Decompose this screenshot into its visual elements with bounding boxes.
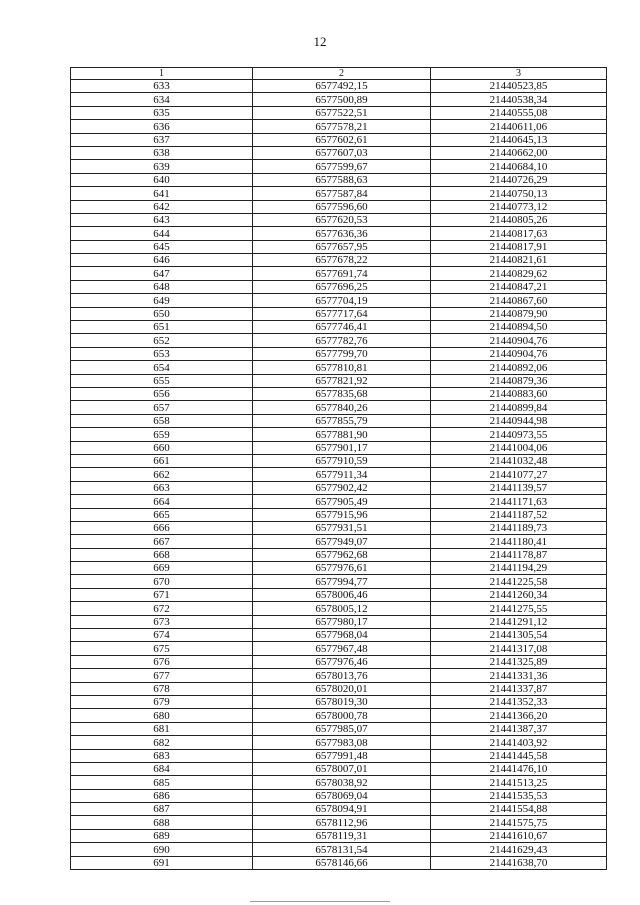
table-row bbox=[71, 548, 607, 561]
table-row bbox=[71, 120, 607, 133]
y-coordinate-cell: 21441638,70 bbox=[431, 856, 607, 869]
y-coordinate-cell: 21441275,55 bbox=[431, 602, 607, 615]
table-row bbox=[71, 495, 607, 508]
table-row bbox=[71, 80, 607, 93]
table-row bbox=[71, 829, 607, 842]
point-number-cell: 646 bbox=[71, 254, 253, 267]
table-row bbox=[71, 588, 607, 601]
x-coordinate-cell: 6577985,07 bbox=[253, 722, 431, 735]
point-number-cell: 661 bbox=[71, 454, 253, 467]
table-row bbox=[71, 321, 607, 334]
point-number-cell: 684 bbox=[71, 762, 253, 775]
table-row bbox=[71, 267, 607, 280]
x-coordinate-cell: 6577620,53 bbox=[253, 213, 431, 226]
y-coordinate-cell: 21440817,63 bbox=[431, 227, 607, 240]
point-number-cell: 637 bbox=[71, 133, 253, 146]
x-coordinate-cell: 6577522,51 bbox=[253, 106, 431, 119]
table-row bbox=[71, 602, 607, 615]
x-coordinate-cell: 6577991,48 bbox=[253, 749, 431, 762]
y-coordinate-cell: 21441291,12 bbox=[431, 615, 607, 628]
y-coordinate-cell: 21441554,88 bbox=[431, 803, 607, 816]
y-coordinate-cell: 21441387,37 bbox=[431, 722, 607, 735]
table-row bbox=[71, 642, 607, 655]
y-coordinate-cell: 21441629,43 bbox=[431, 843, 607, 856]
table-row bbox=[71, 200, 607, 213]
point-number-cell: 657 bbox=[71, 401, 253, 414]
y-coordinate-cell: 21440684,10 bbox=[431, 160, 607, 173]
point-number-cell: 691 bbox=[71, 856, 253, 869]
point-number-cell: 648 bbox=[71, 280, 253, 293]
point-number-cell: 633 bbox=[71, 80, 253, 93]
point-number-cell: 635 bbox=[71, 106, 253, 119]
x-coordinate-cell: 6577678,22 bbox=[253, 254, 431, 267]
y-coordinate-cell: 21441225,58 bbox=[431, 575, 607, 588]
point-number-cell: 676 bbox=[71, 655, 253, 668]
table-row bbox=[71, 615, 607, 628]
point-number-cell: 663 bbox=[71, 481, 253, 494]
table-row bbox=[71, 160, 607, 173]
y-coordinate-cell: 21440662,00 bbox=[431, 146, 607, 159]
point-number-cell: 668 bbox=[71, 548, 253, 561]
y-coordinate-cell: 21440829,62 bbox=[431, 267, 607, 280]
table-row bbox=[71, 762, 607, 775]
y-coordinate-cell: 21441445,58 bbox=[431, 749, 607, 762]
point-number-cell: 675 bbox=[71, 642, 253, 655]
y-coordinate-cell: 21440805,26 bbox=[431, 213, 607, 226]
point-number-cell: 679 bbox=[71, 695, 253, 708]
y-coordinate-cell: 21440944,98 bbox=[431, 414, 607, 427]
y-coordinate-cell: 21440645,13 bbox=[431, 133, 607, 146]
x-coordinate-cell: 6577696,25 bbox=[253, 280, 431, 293]
table-row bbox=[71, 856, 607, 869]
x-coordinate-cell: 6578000,78 bbox=[253, 709, 431, 722]
x-coordinate-cell: 6577901,17 bbox=[253, 441, 431, 454]
table-row bbox=[71, 187, 607, 200]
x-coordinate-cell: 6577607,03 bbox=[253, 146, 431, 159]
x-coordinate-cell: 6577821,92 bbox=[253, 374, 431, 387]
x-coordinate-cell: 6577840,26 bbox=[253, 401, 431, 414]
table-row bbox=[71, 334, 607, 347]
y-coordinate-cell: 21441352,33 bbox=[431, 695, 607, 708]
table-row bbox=[71, 227, 607, 240]
point-number-cell: 656 bbox=[71, 387, 253, 400]
x-coordinate-cell: 6577968,04 bbox=[253, 629, 431, 642]
point-number-cell: 659 bbox=[71, 428, 253, 441]
point-number-cell: 670 bbox=[71, 575, 253, 588]
x-coordinate-cell: 6578112,96 bbox=[253, 816, 431, 829]
point-number-cell: 678 bbox=[71, 682, 253, 695]
point-number-cell: 652 bbox=[71, 334, 253, 347]
y-coordinate-cell: 21441317,08 bbox=[431, 642, 607, 655]
table-row bbox=[71, 133, 607, 146]
table-row bbox=[71, 294, 607, 307]
y-coordinate-cell: 21440847,21 bbox=[431, 280, 607, 293]
table-row bbox=[71, 173, 607, 186]
page-number: 12 bbox=[313, 34, 327, 49]
y-coordinate-cell: 21440883,60 bbox=[431, 387, 607, 400]
table-row bbox=[71, 695, 607, 708]
point-number-cell: 671 bbox=[71, 588, 253, 601]
y-coordinate-cell: 21440821,61 bbox=[431, 254, 607, 267]
y-coordinate-cell: 21440867,60 bbox=[431, 294, 607, 307]
table-row bbox=[71, 213, 607, 226]
x-coordinate-cell: 6577602,61 bbox=[253, 133, 431, 146]
point-number-cell: 688 bbox=[71, 816, 253, 829]
y-coordinate-cell: 21440538,34 bbox=[431, 93, 607, 106]
y-coordinate-cell: 21441337,87 bbox=[431, 682, 607, 695]
x-coordinate-cell: 6578007,01 bbox=[253, 762, 431, 775]
table-row bbox=[71, 682, 607, 695]
point-number-cell: 649 bbox=[71, 294, 253, 307]
x-coordinate-cell: 6577905,49 bbox=[253, 495, 431, 508]
table-row bbox=[71, 776, 607, 789]
table-header-row bbox=[71, 68, 607, 80]
y-coordinate-cell: 21440879,36 bbox=[431, 374, 607, 387]
x-coordinate-cell: 6578119,31 bbox=[253, 829, 431, 842]
x-coordinate-cell: 6577691,74 bbox=[253, 267, 431, 280]
point-number-cell: 667 bbox=[71, 535, 253, 548]
point-number-cell: 638 bbox=[71, 146, 253, 159]
point-number-cell: 687 bbox=[71, 803, 253, 816]
point-number-cell: 673 bbox=[71, 615, 253, 628]
coordinates-table bbox=[70, 67, 607, 870]
table-body bbox=[71, 80, 607, 870]
column-header-3: 3 bbox=[431, 68, 607, 80]
point-number-cell: 685 bbox=[71, 776, 253, 789]
point-number-cell: 640 bbox=[71, 173, 253, 186]
table-row bbox=[71, 709, 607, 722]
x-coordinate-cell: 6577782,76 bbox=[253, 334, 431, 347]
table-row bbox=[71, 307, 607, 320]
x-coordinate-cell: 6577962,68 bbox=[253, 548, 431, 561]
point-number-cell: 645 bbox=[71, 240, 253, 253]
table-row bbox=[71, 387, 607, 400]
y-coordinate-cell: 21440899,84 bbox=[431, 401, 607, 414]
table-row bbox=[71, 629, 607, 642]
x-coordinate-cell: 6577657,95 bbox=[253, 240, 431, 253]
y-coordinate-cell: 21440904,76 bbox=[431, 347, 607, 360]
x-coordinate-cell: 6577717,64 bbox=[253, 307, 431, 320]
point-number-cell: 642 bbox=[71, 200, 253, 213]
y-coordinate-cell: 21441180,41 bbox=[431, 535, 607, 548]
table-row bbox=[71, 508, 607, 521]
y-coordinate-cell: 21440892,06 bbox=[431, 361, 607, 374]
y-coordinate-cell: 21440817,91 bbox=[431, 240, 607, 253]
table-row bbox=[71, 454, 607, 467]
point-number-cell: 643 bbox=[71, 213, 253, 226]
x-coordinate-cell: 6578006,46 bbox=[253, 588, 431, 601]
table-row bbox=[71, 401, 607, 414]
point-number-cell: 647 bbox=[71, 267, 253, 280]
y-coordinate-cell: 21440773,12 bbox=[431, 200, 607, 213]
table-row bbox=[71, 347, 607, 360]
x-coordinate-cell: 6577915,96 bbox=[253, 508, 431, 521]
y-coordinate-cell: 21441305,54 bbox=[431, 629, 607, 642]
point-number-cell: 664 bbox=[71, 495, 253, 508]
x-coordinate-cell: 6577704,19 bbox=[253, 294, 431, 307]
x-coordinate-cell: 6577881,90 bbox=[253, 428, 431, 441]
table-row bbox=[71, 843, 607, 856]
x-coordinate-cell: 6578094,91 bbox=[253, 803, 431, 816]
point-number-cell: 689 bbox=[71, 829, 253, 842]
x-coordinate-cell: 6577931,51 bbox=[253, 521, 431, 534]
point-number-cell: 634 bbox=[71, 93, 253, 106]
x-coordinate-cell: 6577976,61 bbox=[253, 562, 431, 575]
table-row bbox=[71, 414, 607, 427]
table-row bbox=[71, 361, 607, 374]
table-row bbox=[71, 655, 607, 668]
table-row bbox=[71, 106, 607, 119]
table-row bbox=[71, 146, 607, 159]
column-header-1: 1 bbox=[71, 68, 253, 80]
point-number-cell: 660 bbox=[71, 441, 253, 454]
table-row bbox=[71, 722, 607, 735]
y-coordinate-cell: 21440904,76 bbox=[431, 334, 607, 347]
y-coordinate-cell: 21440611,06 bbox=[431, 120, 607, 133]
x-coordinate-cell: 6578005,12 bbox=[253, 602, 431, 615]
y-coordinate-cell: 21441403,92 bbox=[431, 736, 607, 749]
x-coordinate-cell: 6577994,77 bbox=[253, 575, 431, 588]
y-coordinate-cell: 21441139,57 bbox=[431, 481, 607, 494]
table-row bbox=[71, 441, 607, 454]
point-number-cell: 681 bbox=[71, 722, 253, 735]
x-coordinate-cell: 6577500,89 bbox=[253, 93, 431, 106]
x-coordinate-cell: 6578069,04 bbox=[253, 789, 431, 802]
x-coordinate-cell: 6577902,42 bbox=[253, 481, 431, 494]
point-number-cell: 644 bbox=[71, 227, 253, 240]
point-number-cell: 677 bbox=[71, 669, 253, 682]
column-header-2: 2 bbox=[253, 68, 431, 80]
y-coordinate-cell: 21440726,29 bbox=[431, 173, 607, 186]
y-coordinate-cell: 21441366,20 bbox=[431, 709, 607, 722]
y-coordinate-cell: 21441325,89 bbox=[431, 655, 607, 668]
x-coordinate-cell: 6577578,21 bbox=[253, 120, 431, 133]
point-number-cell: 665 bbox=[71, 508, 253, 521]
table-row bbox=[71, 93, 607, 106]
table-row bbox=[71, 374, 607, 387]
point-number-cell: 658 bbox=[71, 414, 253, 427]
x-coordinate-cell: 6577980,17 bbox=[253, 615, 431, 628]
x-coordinate-cell: 6577746,41 bbox=[253, 321, 431, 334]
table-row bbox=[71, 468, 607, 481]
y-coordinate-cell: 21440894,50 bbox=[431, 321, 607, 334]
x-coordinate-cell: 6577588,63 bbox=[253, 173, 431, 186]
point-number-cell: 682 bbox=[71, 736, 253, 749]
x-coordinate-cell: 6577596,60 bbox=[253, 200, 431, 213]
y-coordinate-cell: 21441476,10 bbox=[431, 762, 607, 775]
table-row bbox=[71, 803, 607, 816]
table-row bbox=[71, 535, 607, 548]
point-number-cell: 653 bbox=[71, 347, 253, 360]
x-coordinate-cell: 6578131,54 bbox=[253, 843, 431, 856]
y-coordinate-cell: 21441194,29 bbox=[431, 562, 607, 575]
x-coordinate-cell: 6578038,92 bbox=[253, 776, 431, 789]
point-number-cell: 683 bbox=[71, 749, 253, 762]
x-coordinate-cell: 6578013,76 bbox=[253, 669, 431, 682]
table-row bbox=[71, 254, 607, 267]
table-row bbox=[71, 669, 607, 682]
point-number-cell: 669 bbox=[71, 562, 253, 575]
x-coordinate-cell: 6577949,07 bbox=[253, 535, 431, 548]
point-number-cell: 650 bbox=[71, 307, 253, 320]
y-coordinate-cell: 21441535,53 bbox=[431, 789, 607, 802]
x-coordinate-cell: 6577835,68 bbox=[253, 387, 431, 400]
x-coordinate-cell: 6577810,81 bbox=[253, 361, 431, 374]
point-number-cell: 666 bbox=[71, 521, 253, 534]
x-coordinate-cell: 6577599,67 bbox=[253, 160, 431, 173]
table-row bbox=[71, 280, 607, 293]
y-coordinate-cell: 21440555,08 bbox=[431, 106, 607, 119]
y-coordinate-cell: 21441610,67 bbox=[431, 829, 607, 842]
x-coordinate-cell: 6577636,36 bbox=[253, 227, 431, 240]
y-coordinate-cell: 21441189,73 bbox=[431, 521, 607, 534]
y-coordinate-cell: 21441077,27 bbox=[431, 468, 607, 481]
y-coordinate-cell: 21440750,13 bbox=[431, 187, 607, 200]
point-number-cell: 639 bbox=[71, 160, 253, 173]
table-row bbox=[71, 562, 607, 575]
point-number-cell: 662 bbox=[71, 468, 253, 481]
point-number-cell: 654 bbox=[71, 361, 253, 374]
y-coordinate-cell: 21441187,52 bbox=[431, 508, 607, 521]
table-row bbox=[71, 736, 607, 749]
y-coordinate-cell: 21441032,48 bbox=[431, 454, 607, 467]
table-row bbox=[71, 816, 607, 829]
point-number-cell: 655 bbox=[71, 374, 253, 387]
point-number-cell: 641 bbox=[71, 187, 253, 200]
x-coordinate-cell: 6577587,84 bbox=[253, 187, 431, 200]
x-coordinate-cell: 6577983,08 bbox=[253, 736, 431, 749]
y-coordinate-cell: 21441575,75 bbox=[431, 816, 607, 829]
footer-divider bbox=[250, 901, 390, 902]
x-coordinate-cell: 6577855,79 bbox=[253, 414, 431, 427]
y-coordinate-cell: 21441004,06 bbox=[431, 441, 607, 454]
x-coordinate-cell: 6578020,01 bbox=[253, 682, 431, 695]
y-coordinate-cell: 21441260,34 bbox=[431, 588, 607, 601]
x-coordinate-cell: 6577967,48 bbox=[253, 642, 431, 655]
point-number-cell: 651 bbox=[71, 321, 253, 334]
x-coordinate-cell: 6578019,30 bbox=[253, 695, 431, 708]
point-number-cell: 690 bbox=[71, 843, 253, 856]
table-row bbox=[71, 428, 607, 441]
y-coordinate-cell: 21440879,90 bbox=[431, 307, 607, 320]
table-row bbox=[71, 749, 607, 762]
x-coordinate-cell: 6577799,70 bbox=[253, 347, 431, 360]
y-coordinate-cell: 21441331,36 bbox=[431, 669, 607, 682]
table-row bbox=[71, 521, 607, 534]
point-number-cell: 636 bbox=[71, 120, 253, 133]
y-coordinate-cell: 21441513,25 bbox=[431, 776, 607, 789]
x-coordinate-cell: 6578146,66 bbox=[253, 856, 431, 869]
table-row bbox=[71, 575, 607, 588]
x-coordinate-cell: 6577976,46 bbox=[253, 655, 431, 668]
table-row bbox=[71, 789, 607, 802]
y-coordinate-cell: 21441178,87 bbox=[431, 548, 607, 561]
point-number-cell: 680 bbox=[71, 709, 253, 722]
point-number-cell: 686 bbox=[71, 789, 253, 802]
x-coordinate-cell: 6577910,59 bbox=[253, 454, 431, 467]
point-number-cell: 674 bbox=[71, 629, 253, 642]
y-coordinate-cell: 21440523,85 bbox=[431, 80, 607, 93]
x-coordinate-cell: 6577911,34 bbox=[253, 468, 431, 481]
point-number-cell: 672 bbox=[71, 602, 253, 615]
x-coordinate-cell: 6577492,15 bbox=[253, 80, 431, 93]
y-coordinate-cell: 21440973,55 bbox=[431, 428, 607, 441]
table-row bbox=[71, 481, 607, 494]
table-row bbox=[71, 240, 607, 253]
y-coordinate-cell: 21441171,63 bbox=[431, 495, 607, 508]
